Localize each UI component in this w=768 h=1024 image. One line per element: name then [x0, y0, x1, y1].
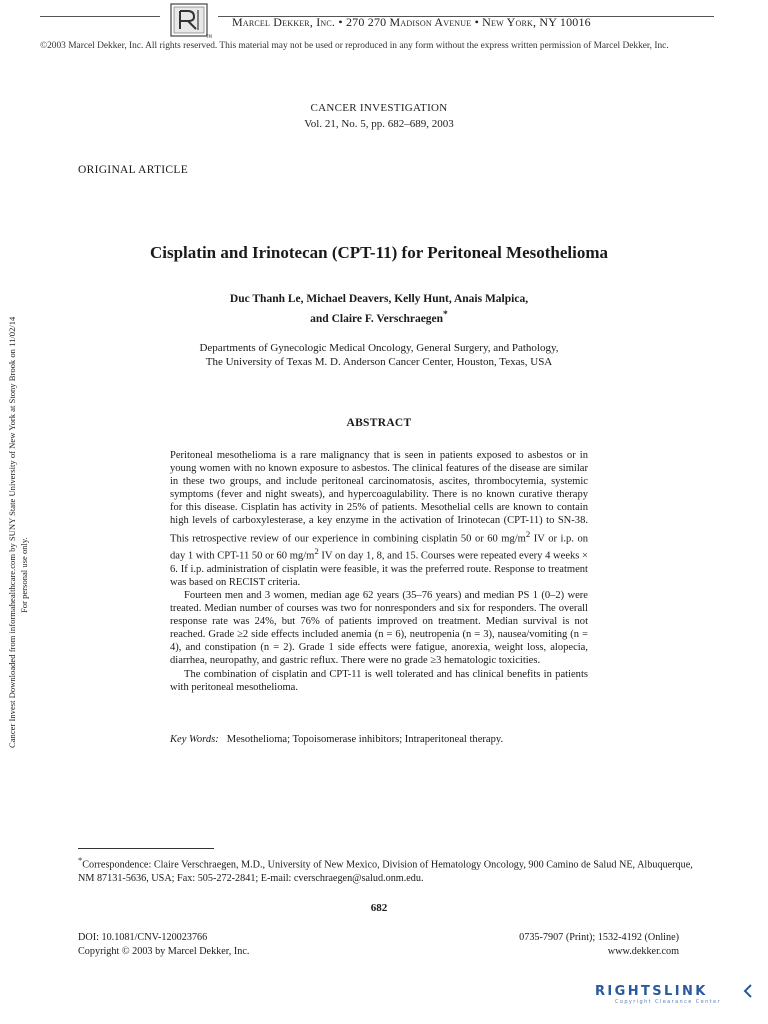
affiliation-line-2: The University of Texas M. D. Anderson Cancer Center, Houston, Texas, USA [205, 356, 553, 368]
correspondence-footnote [78, 853, 698, 886]
journal-volume: Vol. 21, No. 5, pp. 682–689, 2003 [304, 118, 454, 130]
abstract-paragraph-1: Peritoneal mesothelioma is a rare malignancy that is seen in patients exposed to asbestos or in young women with no known exposure to asbestos. The clinical features of the disease are similar in these two groups, and include peritoneal carcinomatosis, ascites, thrombocytemia, systemic symptoms (fever and night sweats), and hypercoagulability. There is no known curative therapy for this disease. Cisplatin has activity in 25% of patients. Mesothelial cells are known to contain high levels of carboxylesterase, a key enzyme in the activation of Irinotecan (CPT-11) to SN-38. This retrospective review of our experience in combining cisplatin 50 or 60 $mg/m^2$ IV or i.p. on day 1 with CPT-11 50 or 60 $mg/m^2$ IV on day 1, 8, and 15. Courses were repeated every 4 weeks × 6. If i.p. administration of cisplatin were feasible, it was the preferred route. Response to treatment was based on RECIST criteria. [170, 450, 589, 588]
footnote-marker: * [78, 855, 83, 865]
logo-tm-text: TM [206, 34, 212, 39]
issn-text: 0735-7907 (Print); 1532-4192 (Online) [519, 932, 679, 943]
publisher-address: Marcel Dekker, Inc. • 270 270 Madison Avenue • New York, NY 10016 [232, 15, 591, 29]
watermark-line-2: For personal use only. [19, 537, 29, 613]
rightslink-subtitle: Copyright Clearance Center [615, 999, 721, 1005]
superscript: 2 [314, 546, 319, 557]
copyright-notice: ©2003 Marcel Dekker, Inc. All rights reserved. This material may not be used or reproduced in any form without the express written permission of Marcel Dekker, Inc. [40, 41, 669, 51]
footnote-rule [78, 848, 214, 849]
keywords [170, 734, 588, 745]
authors-line-2 [0, 309, 758, 325]
bullet-separator: • [474, 15, 479, 29]
watermark-line-1: Cancer Invest Downloaded from informahealthcare.com by SUNY State University of New York at Stony Brook on 11/02/14 [7, 316, 17, 748]
abstract-paragraph-3: The combination of cisplatin and CPT-11 is well tolerated and has clinical benefits in patients with peritoneal mesothelioma. [170, 668, 588, 693]
keywords-text: Mesothelioma; Topoisomerase inhibitors; Intraperitoneal therapy. [226, 734, 504, 745]
affiliation-line-1: Departments of Gynecologic Medical Oncology, General Surgery, and Pathology, [199, 342, 559, 354]
publisher-name: Marcel Dekker, Inc. [232, 15, 336, 29]
rightslink-name: RIGHTSLINK [595, 984, 708, 999]
download-watermark [3, 248, 43, 748]
city-address: New York, NY 10016 [482, 15, 591, 29]
footer-right [440, 931, 679, 958]
street-address: 270 Madison Avenue [367, 15, 472, 29]
website-link[interactable]: www.dekker.com [607, 945, 679, 957]
header-rule-left [40, 16, 160, 17]
author-footnote-marker[interactable]: * [443, 309, 448, 320]
superscript: 2 [525, 528, 531, 539]
authors-line-1: Duc Thanh Le, Michael Deavers, Kelly Hunt, Anais Malpica, [229, 293, 529, 305]
article-title: Cisplatin and Irinotecan (CPT-11) for Peritoneal Mesothelioma [149, 243, 609, 262]
journal-name: CANCER INVESTIGATION [310, 102, 448, 114]
doi-link[interactable]: DOI: 10.1081/CNV-120023766 [78, 932, 208, 943]
keywords-label: Key Words: [170, 734, 219, 745]
abstract-heading: ABSTRACT [346, 417, 412, 429]
publisher-logo-icon [170, 3, 212, 39]
footnote-text: Correspondence: Claire Verschraegen, M.D., University of New Mexico, Division of Hematology Oncology, 900 Camino de Salud NE, Albuquerque, NM 87131-5636, USA; Fax: 505-272-2841; E-mail: cverschraegen@salud.onm.edu. [78, 859, 693, 885]
bullet-separator: • [338, 15, 343, 29]
authors-line-2-text: and Claire F. Verschraegen [310, 312, 444, 325]
rightslink-chevron-icon [745, 985, 751, 997]
rightslink-logo[interactable] [593, 981, 763, 1005]
article-type: ORIGINAL ARTICLE [78, 164, 189, 176]
page-number: 682 [370, 902, 388, 914]
abstract-body [170, 449, 588, 694]
abstract-paragraph-2: Fourteen men and 3 women, median age 62 years (35–76 years) and median PS 1 (0–2) were treated. Median number of courses was two for nonresponders and six for responders. The overall response rate was 24%, but 76% of patients improved on treatment. Median survival is not reached. Grade ≥2 side effects included anemia (n = 6), neutropenia (n = 3), nausea/vomiting (n = 4), and constipation (n = 2). Grade 1 side effects were fatigue, anorexia, weight loss, alopecia, diarrhea, neuropathy, and gastric reflux. There were no grade ≥3 hematologic toxicities. [170, 589, 588, 667]
footer-left [78, 931, 249, 958]
footer-copyright: Copyright © 2003 by Marcel Dekker, Inc. [78, 945, 250, 957]
